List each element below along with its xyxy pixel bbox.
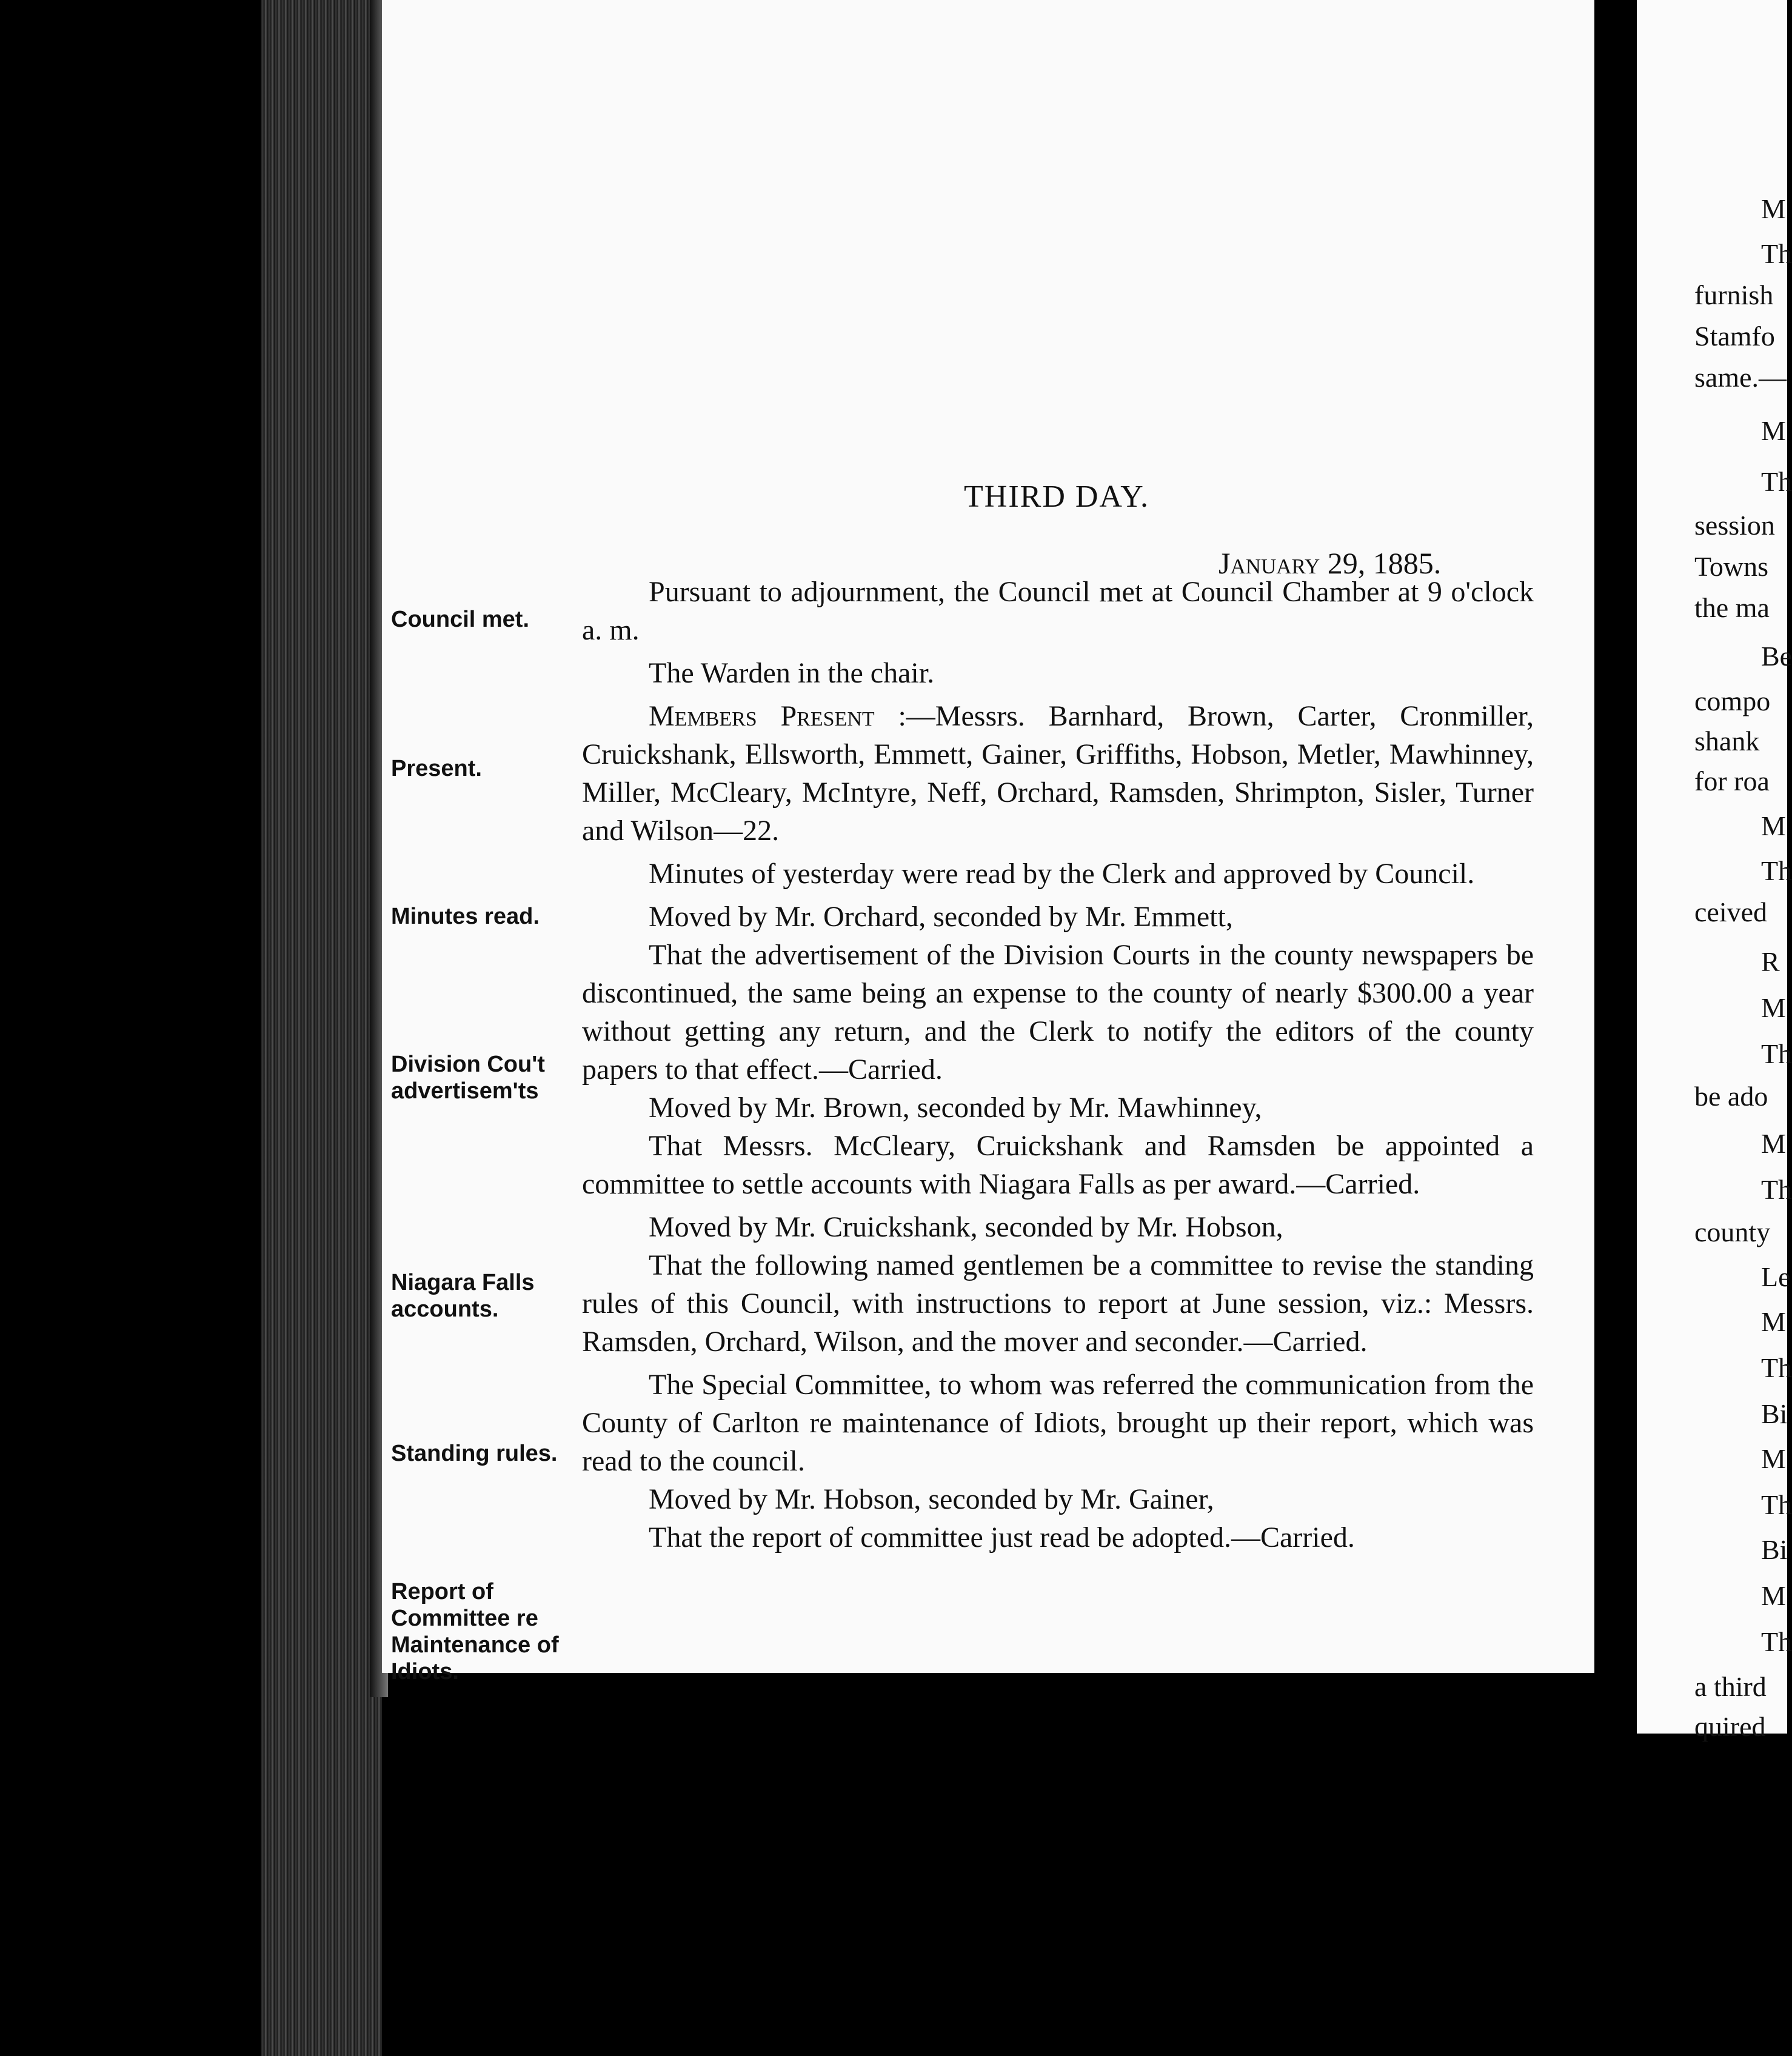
- right-page-text: Le: [1761, 1261, 1791, 1292]
- margin-note-standing-rules: Standing rules.: [391, 1441, 558, 1466]
- paragraph-standing-rules: That the following named gentlemen be a committee to revise the standing rules of this Council, with instructions to report at June session, viz.: Messrs. Ramsden, Orchard, Wilson, and the mover and seconder.—Carried.: [582, 1249, 1534, 1358]
- paragraph-division-courts: That the advertisement of the Division Courts in the county newspapers be discontinued, the same being an expense to the county of nearly $300.00 a year without getting any return, and the Clerk to notify the editors of the county papers to that effect.—Carried.: [582, 939, 1534, 1086]
- paragraph-warden: The Warden in the chair.: [649, 657, 935, 689]
- right-page-text: shank: [1694, 726, 1760, 756]
- page-title: THIRD DAY.: [964, 479, 1150, 514]
- right-page-text: Be: [1761, 641, 1792, 672]
- paragraph-motion-orchard: Moved by Mr. Orchard, seconded by Mr. Emmett,: [649, 901, 1233, 933]
- book-gutter: [1600, 0, 1637, 1734]
- right-page-text: M: [1761, 992, 1786, 1023]
- book-page-edges: [261, 0, 382, 2056]
- right-page-text: be ado: [1694, 1081, 1768, 1112]
- right-page-text: same.—: [1694, 362, 1787, 393]
- right-page-text: the ma: [1694, 592, 1770, 623]
- paragraph-minutes-read: Minutes of yesterday were read by the Clerk and approved by Council.: [649, 858, 1475, 890]
- right-page-text: Th: [1761, 1352, 1792, 1383]
- margin-note-council-met: Council met.: [391, 607, 530, 632]
- right-page-text: county: [1694, 1217, 1771, 1247]
- right-page-text: session: [1694, 510, 1775, 541]
- members-present-heading: Members Present :: [649, 700, 906, 732]
- margin-note-division-courts: Division Cou't advertisem'ts: [391, 1052, 545, 1104]
- right-page-text: M: [1761, 1443, 1786, 1474]
- right-page-text: Th: [1761, 238, 1792, 269]
- paragraph-motion-hobson: Moved by Mr. Hobson, seconded by Mr. Gainer,: [649, 1483, 1214, 1515]
- right-page-text: M: [1761, 415, 1786, 446]
- paragraph-report-adopted: That the report of committee just read be adopted.—Carried.: [649, 1521, 1355, 1554]
- right-page-fragment: [1637, 0, 1792, 1742]
- right-page-text: furnish: [1694, 279, 1774, 310]
- right-page-text: Bi: [1761, 1534, 1788, 1565]
- right-page-text: compo: [1694, 686, 1771, 716]
- right-page-text: M: [1761, 1580, 1786, 1611]
- margin-note-idiots-report: Report of Committee re Maintenance of Idiots.: [391, 1579, 559, 1684]
- right-page-text: Th: [1761, 466, 1792, 497]
- margin-note-minutes-read: Minutes read.: [391, 904, 540, 929]
- margin-note-niagara-falls: Niagara Falls accounts.: [391, 1270, 535, 1322]
- right-page-text: Bi: [1761, 1398, 1788, 1429]
- right-page-text: Th: [1761, 1174, 1792, 1205]
- paragraph-motion-brown: Moved by Mr. Brown, seconded by Mr. Mawhinney,: [649, 1092, 1262, 1124]
- right-page-text: M: [1761, 1128, 1786, 1159]
- right-page-text: M: [1761, 193, 1786, 224]
- right-page-text: R: [1761, 946, 1780, 977]
- right-page-text: Th: [1761, 1038, 1792, 1069]
- paragraph-special-committee: The Special Committee, to whom was referred the communication from the County of Carlton re maintenance of Idiots, brought up their report, which was read to the council.: [582, 1369, 1534, 1477]
- right-page-text: Th: [1761, 1489, 1792, 1520]
- right-page-text: Stamfo: [1694, 321, 1775, 352]
- right-page-text: Th: [1761, 855, 1792, 886]
- right-page-text: for roa: [1694, 766, 1770, 796]
- meeting-date: January 29, 1885.: [1219, 546, 1442, 580]
- paragraph-motion-cruickshank: Moved by Mr. Cruickshank, seconded by Mr. Hobson,: [649, 1211, 1283, 1243]
- paragraph-members-present: [582, 697, 1534, 850]
- paragraph-niagara-falls: That Messrs. McCleary, Cruickshank and Ramsden be appointed a committee to settle accounts with Niagara Falls as per award.—Carried.: [582, 1130, 1534, 1200]
- right-page-text: Th: [1761, 1626, 1792, 1657]
- right-page-text: M: [1761, 1306, 1786, 1337]
- right-page-text: a third: [1694, 1671, 1767, 1702]
- right-page-text: ceived: [1694, 896, 1768, 927]
- paragraph-council-met: Pursuant to adjournment, the Council met at Council Chamber at 9 o'clock a. m.: [582, 576, 1534, 646]
- right-page-text: M: [1761, 810, 1786, 841]
- margin-note-present: Present.: [391, 756, 482, 781]
- members-list: —Messrs. Barnhard, Brown, Carter, Cronmiller, Cruickshank, Ellsworth, Emmett, Gainer, Griffiths, Hobson, Metler, Mawhinney, Miller, McCleary, McIntyre, Neff, Orchard, Ramsden, Shrimpton, Sisler, Turner and Wilson—22.: [582, 700, 1534, 847]
- right-page-text: Towns: [1694, 551, 1769, 582]
- minutes-body: [582, 573, 1534, 1557]
- right-page-text: quired: [1694, 1711, 1766, 1742]
